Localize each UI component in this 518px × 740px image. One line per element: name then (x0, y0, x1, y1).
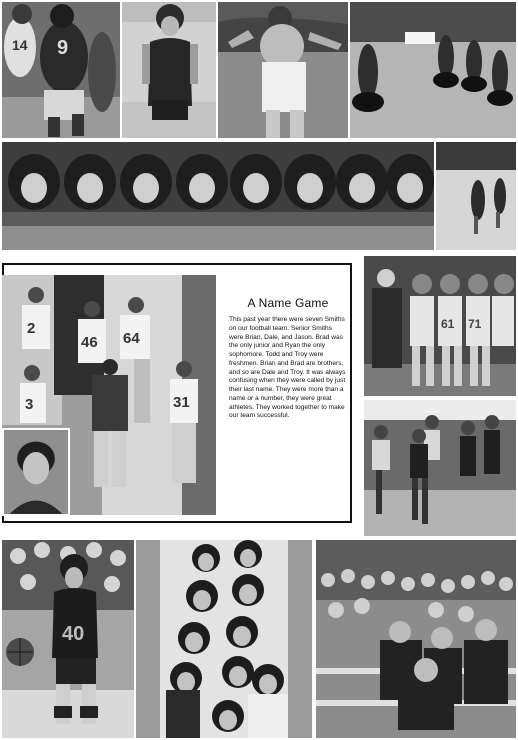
jersey-number-9: 9 (57, 37, 69, 59)
jersey-number-14: 14 (12, 37, 28, 53)
photo-gym-dance (364, 400, 516, 536)
article (229, 296, 347, 421)
jersey-number-2: 2 (27, 320, 36, 337)
photo-basketball-girl (122, 2, 216, 138)
jersey-number-46: 46 (81, 334, 98, 351)
jersey-number-64: 64 (123, 330, 140, 347)
jersey-number-61: 61 (441, 317, 455, 331)
photo-basketball-dribble (2, 540, 134, 738)
article-headline: A Name Game (247, 296, 329, 310)
photo-smith-portrait (2, 428, 70, 516)
photo-track-runners (436, 142, 516, 250)
photo-football-sideline (364, 256, 516, 396)
photo-girls-on-stairs (136, 540, 312, 738)
article-body: This past year there were seven Smiths on our football team. Senior Smiths were Brian, Dale, and Jason. Brad was the only junior and Ryan the only sophomore. Todd and Troy were freshmen. Brian and Brad are brothers, and so are Dale and Troy. It was always confusing when they were called by just their last name. They were more than a name or a number, they were great athletes. They worked together to make our team successful. (229, 316, 346, 420)
jersey-number-31: 31 (173, 394, 190, 411)
jersey-number-3: 3 (25, 396, 34, 413)
jersey-number-71: 71 (468, 317, 482, 331)
jersey-number-40: 40 (62, 623, 85, 645)
photo-bleacher-crowd (316, 540, 516, 738)
photo-girls-lying-on-grass (2, 142, 434, 250)
photo-cheerleaders (350, 2, 516, 138)
photo-shirtless-athlete (218, 2, 348, 138)
photo-football-game (2, 2, 120, 138)
